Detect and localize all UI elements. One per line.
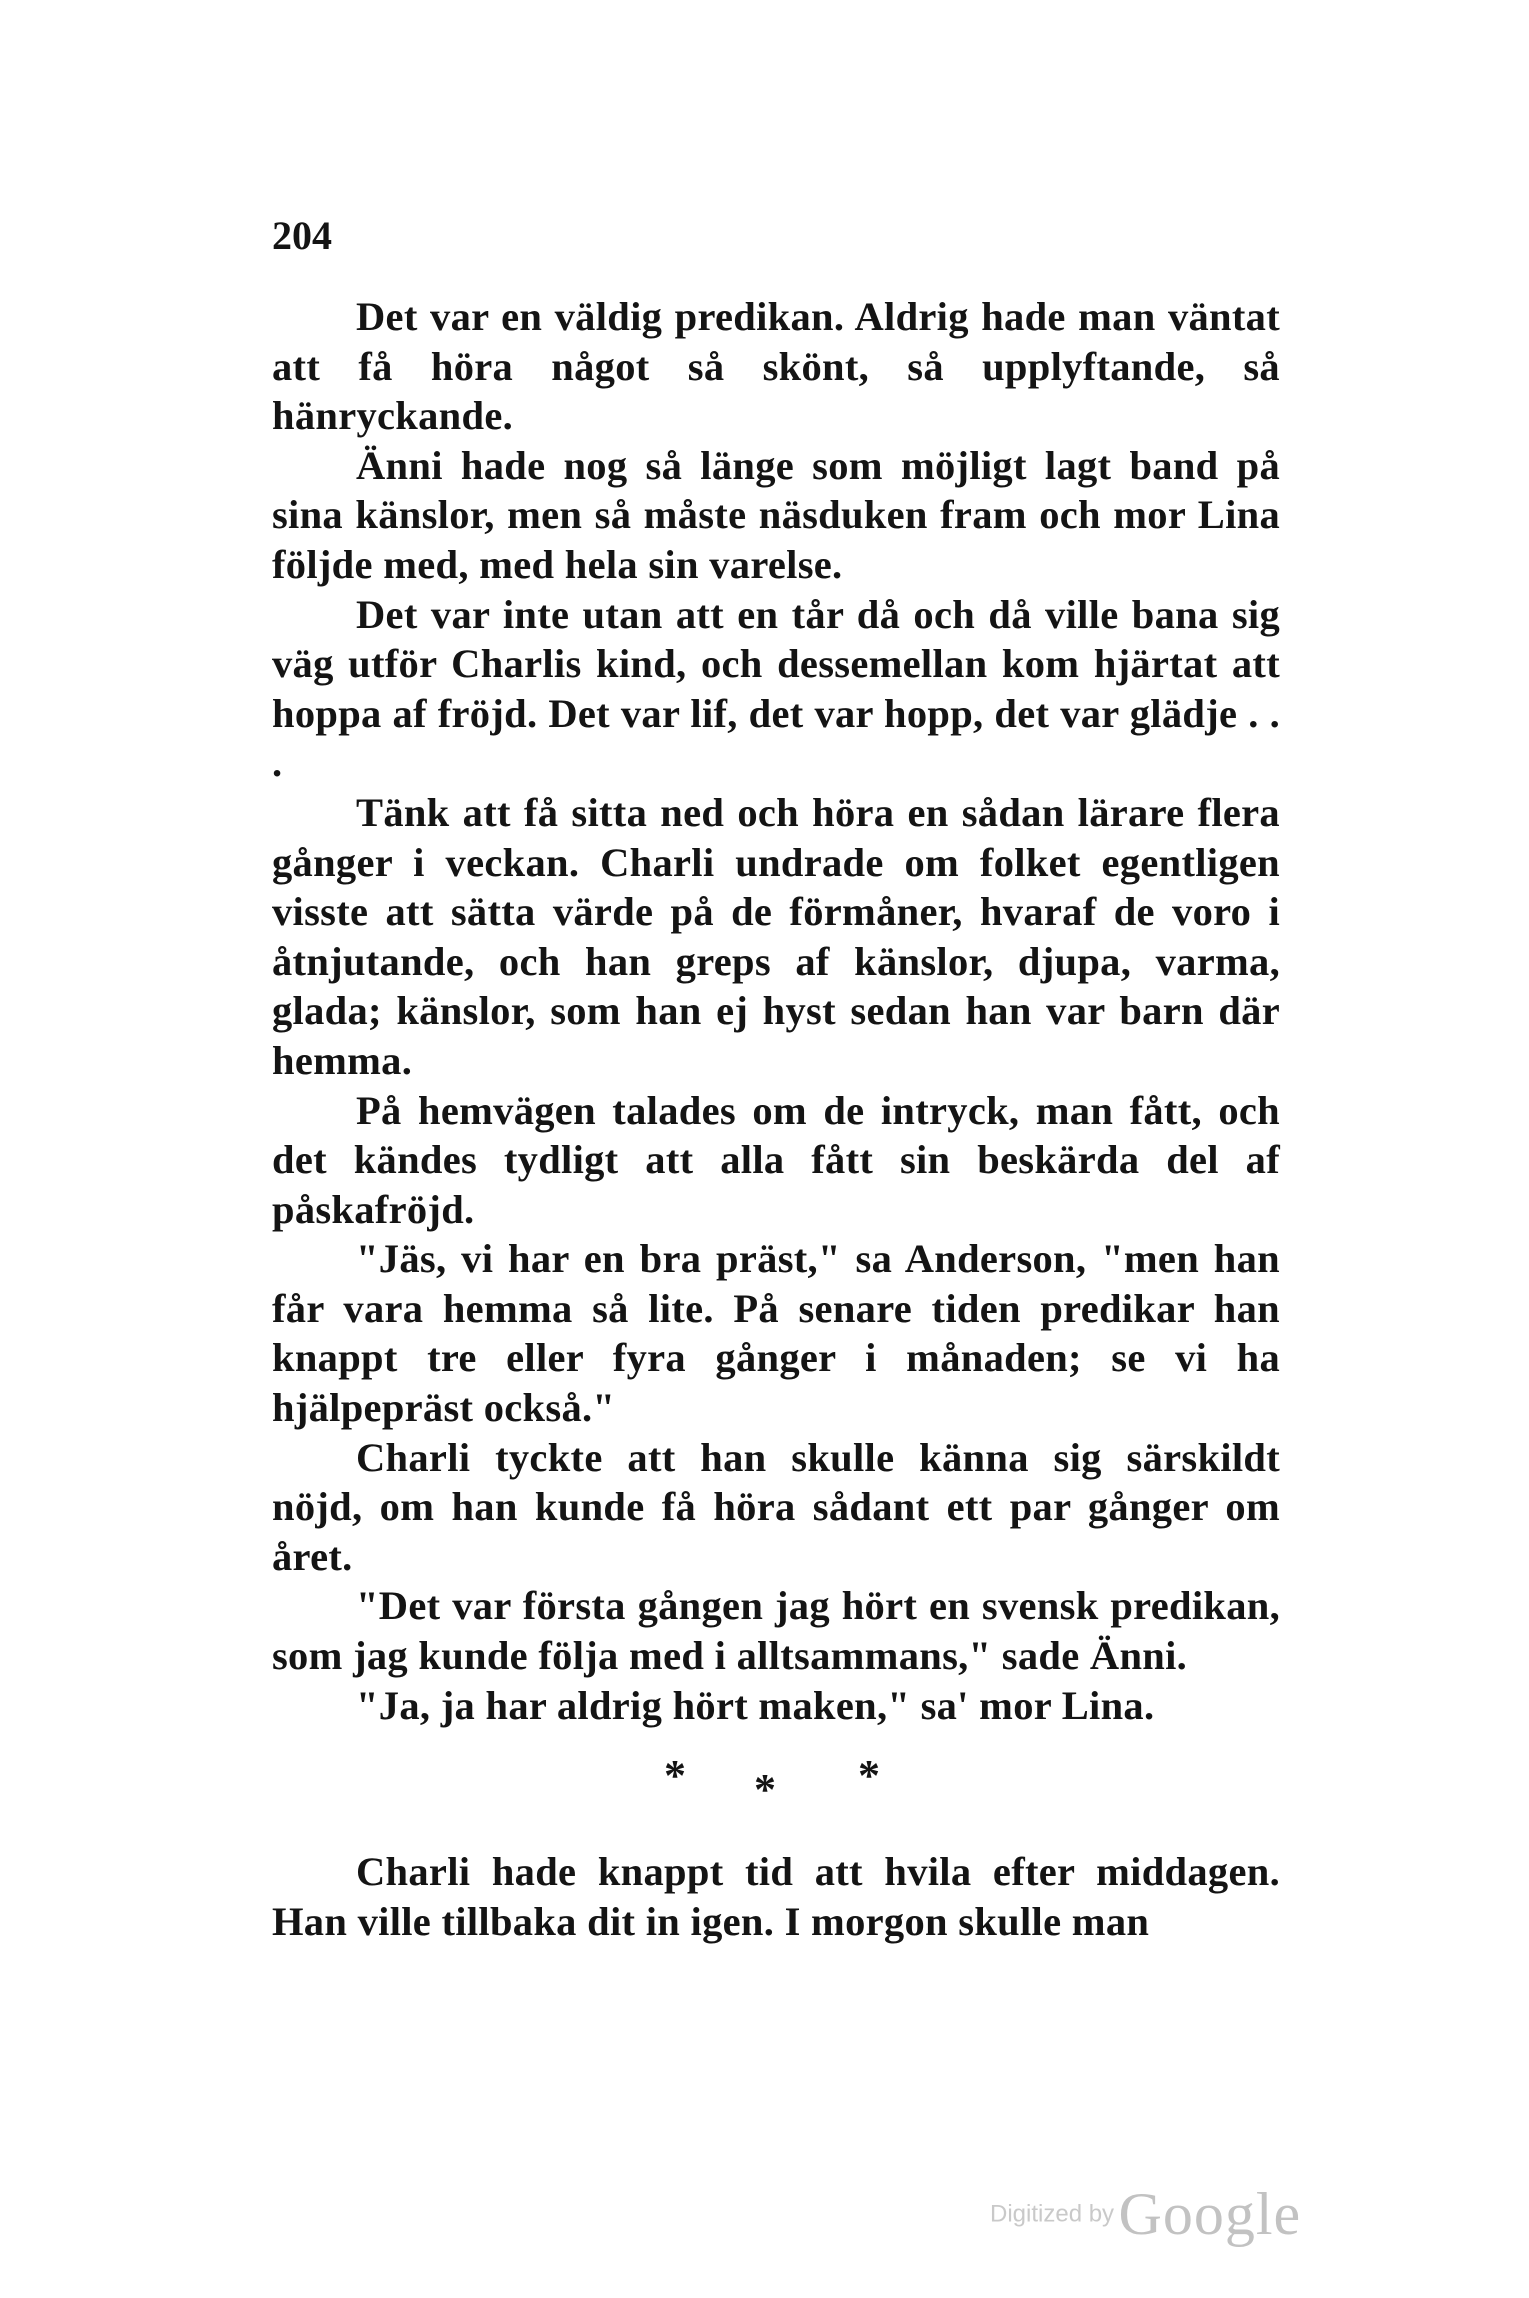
- google-logo: Google: [1118, 2181, 1302, 2247]
- paragraph: "Jäs, vi har en bra präst," sa Anderson, "men han får vara hemma så lite. På senare tiden predikar han knappt tre eller fyra gånger i månaden; se vi ha hjälpepräst också.": [272, 1236, 1280, 1431]
- body-text: [272, 292, 1280, 1946]
- digitized-by-watermark: [990, 2180, 1301, 2249]
- paragraph: Det var en väldig predikan. Aldrig hade man väntat att få höra något så skönt, så upplyftande, så hänryckande.: [272, 294, 1280, 439]
- page-number: 204: [272, 213, 332, 258]
- section-break-asterisk: *: [858, 1751, 880, 1801]
- paragraph: Charli tyckte att han skulle känna sig särskildt nöjd, om han kunde få höra sådant ett par gånger om året.: [272, 1434, 1280, 1579]
- paragraph: "Det var första gången jag hört en svensk predikan, som jag kunde följa med i alltsammans," sade Änni.: [272, 1583, 1280, 1679]
- paragraph: Charli hade knappt tid att hvila efter middagen. Han ville tillbaka dit in igen. I morgon skulle man: [272, 1849, 1280, 1944]
- section-break-asterisk: *: [754, 1765, 776, 1815]
- paragraph: Änni hade nog så länge som möjligt lagt band på sina känslor, men så måste näsduken fram och mor Lina följde med, med hela sin varelse.: [272, 442, 1280, 587]
- paragraph: På hemvägen talades om de intryck, man fått, och det kändes tydligt att alla fått sin beskärda del af påskafröjd.: [272, 1087, 1280, 1232]
- watermark-prefix: Digitized by: [990, 2200, 1115, 2228]
- section-break-asterisk: *: [664, 1751, 686, 1801]
- section-break: [272, 1730, 1280, 1847]
- paragraph: Det var inte utan att en tår då och då ville bana sig väg utför Charlis kind, och dessemellan kom hjärtat att hoppa af fröjd. Det var lif, det var hopp, det var glädje . . .: [272, 591, 1280, 786]
- paragraph: "Ja, ja har aldrig hört maken," sa' mor Lina.: [356, 1682, 1155, 1728]
- paragraph: Tänk att få sitta ned och höra en sådan lärare flera gånger i veckan. Charli undrade om folket egentligen visste att sätta värde på de förmåner, hvaraf de voro i åtnjutande, och han greps af känslor, djupa, varma, glada; känslor, som han ej hyst sedan han var barn där hemma.: [272, 789, 1280, 1083]
